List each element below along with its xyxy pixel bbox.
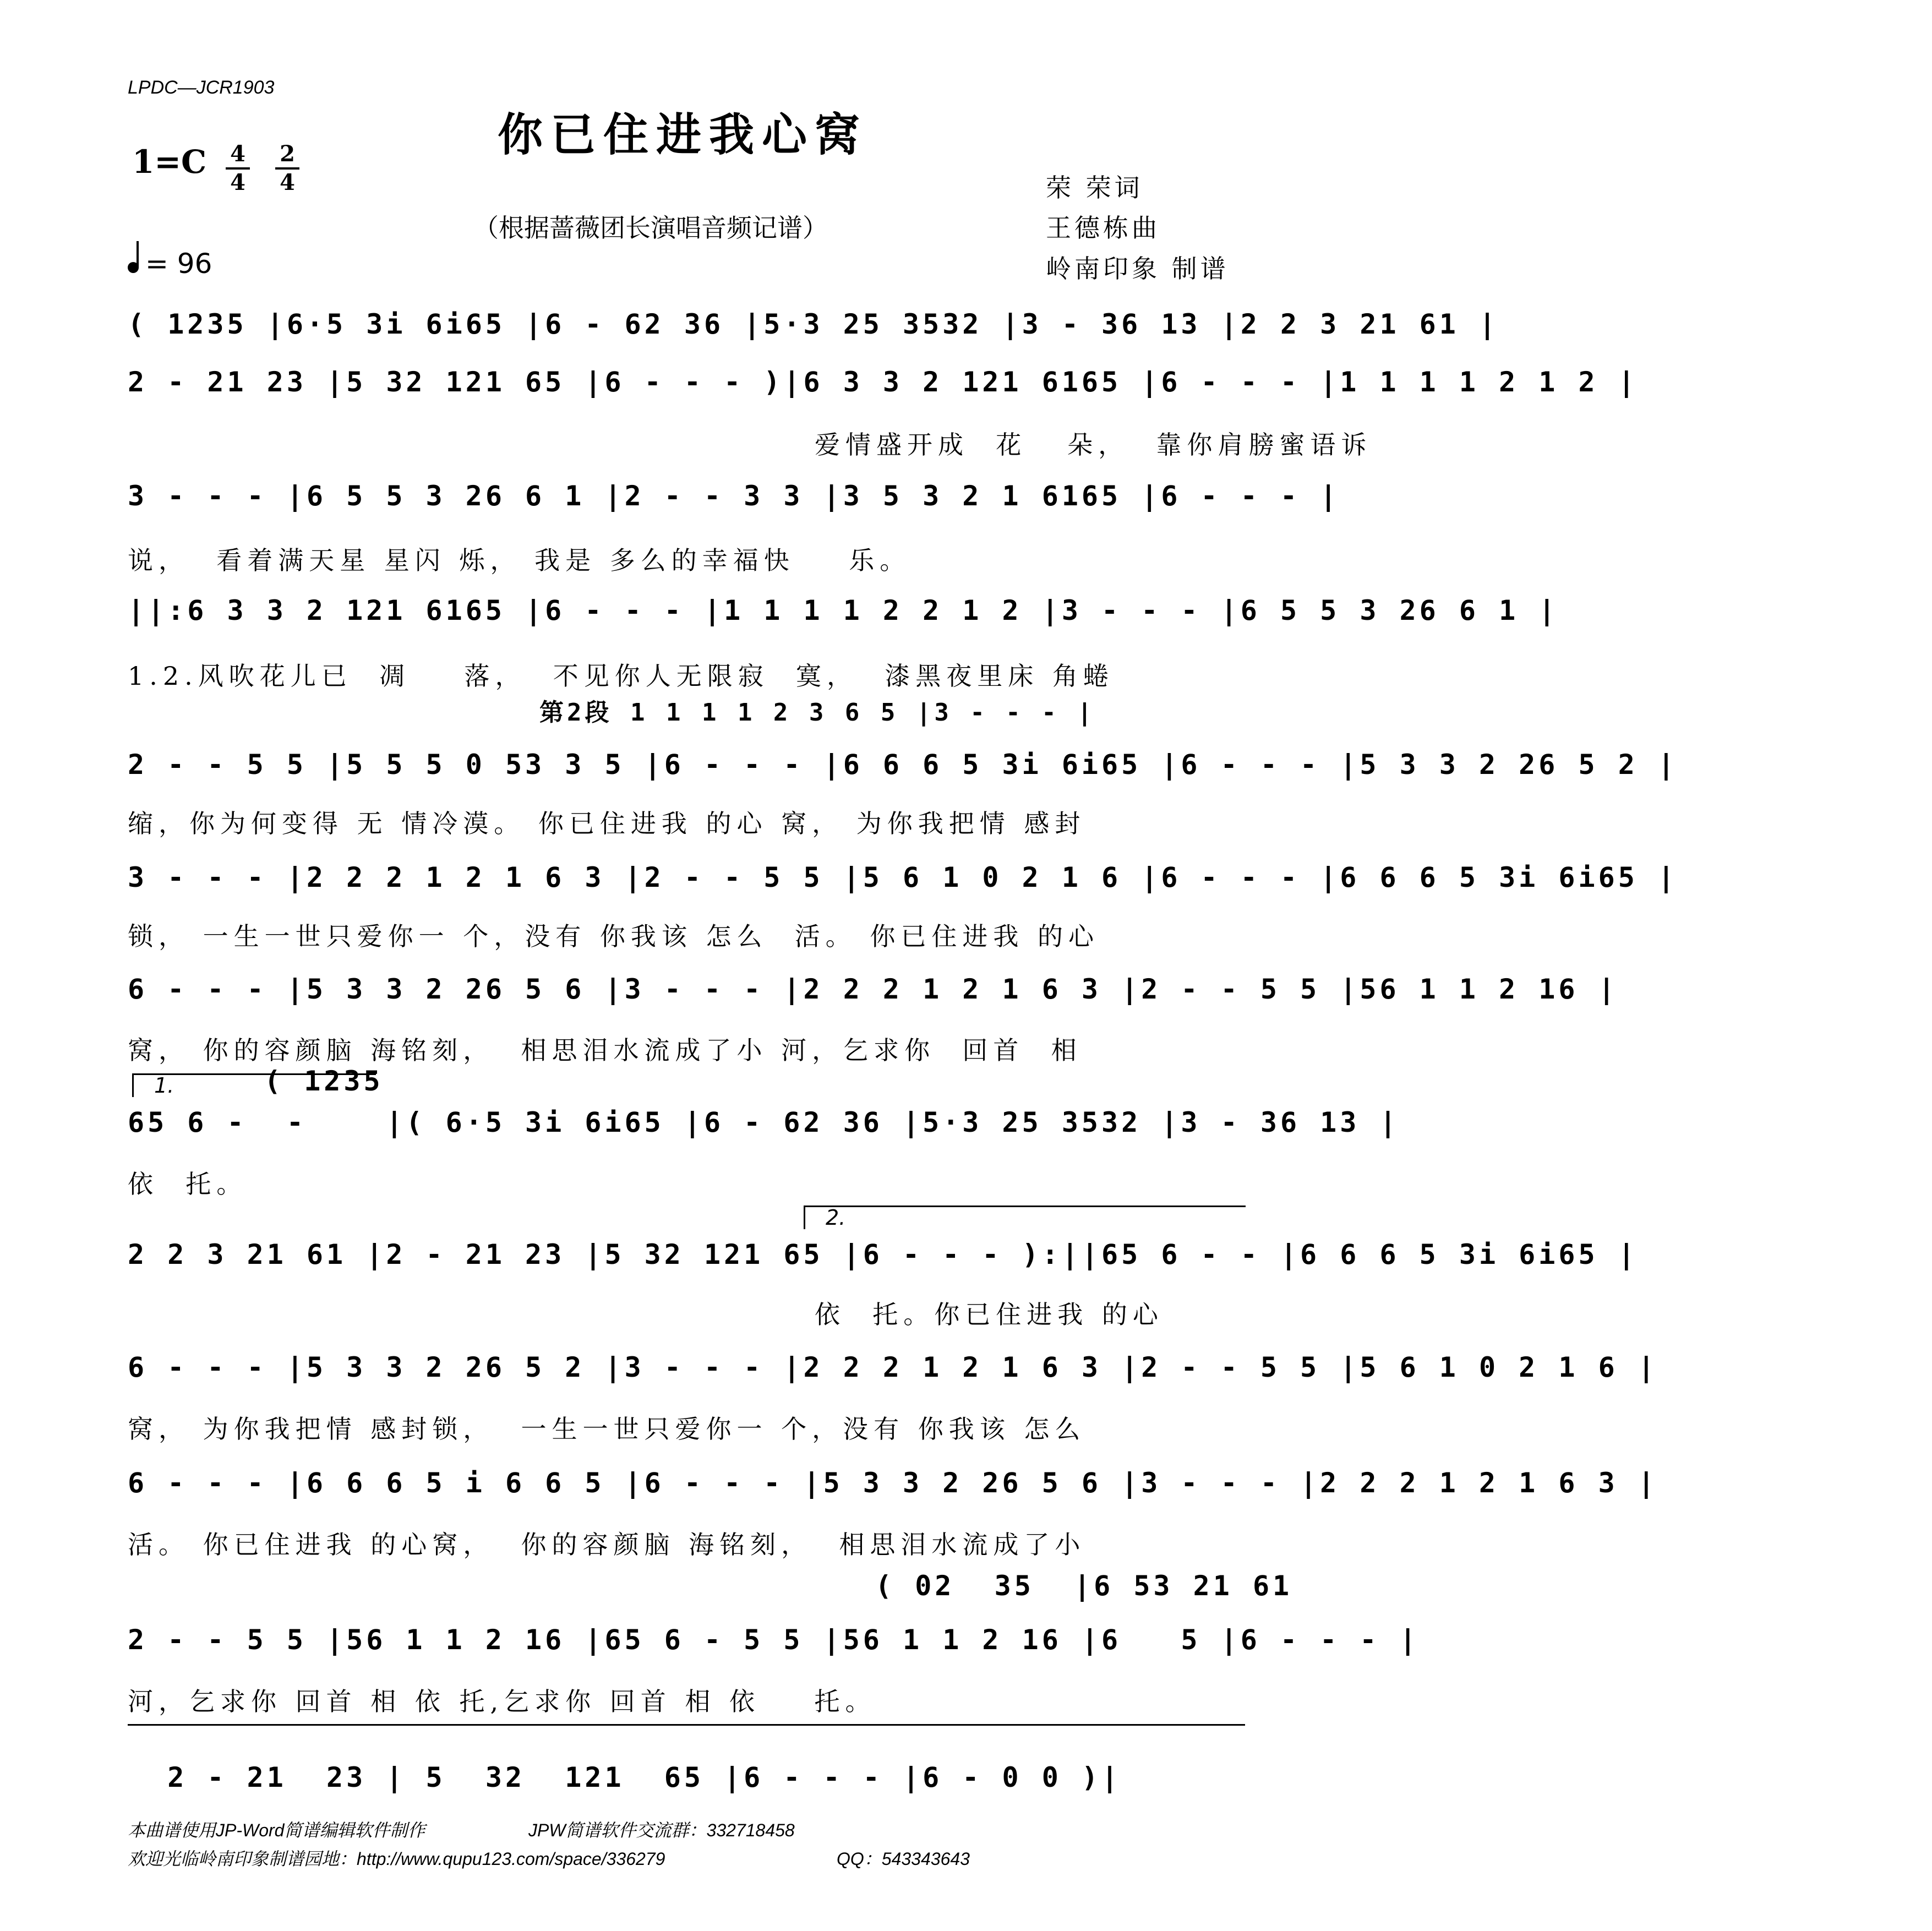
key-signature: 1=C: [132, 143, 207, 181]
footer-software: 本曲谱使用JP-Word简谱编辑软件制作: [128, 1820, 425, 1840]
score-line-4: ||:6 3 3 2 121 6165 |6 - - - |1 1 1 1 2 2 1 2 |3 - - - |6 5 5 3 26 6 1 |: [128, 594, 1559, 626]
arranger-credit: 岭南印象 制谱: [1046, 254, 1229, 283]
page-title: 你已住进我心窝: [497, 108, 867, 161]
verse2-notes: 1 1 1 1 2 3 6 5 |3 - - - |: [630, 699, 1095, 727]
score-line-10: 6 - - - |5 3 3 2 26 5 2 |3 - - - |2 2 2 1 2 1 6 3 |2 - - 5 5 |5 6 1 0 2 1 6 |: [128, 1351, 1658, 1383]
lyric-line-3: 说， 看着满天星 星闪 烁， 我是 多么的幸福快 乐。: [128, 546, 911, 575]
lyric-line-5: 缩，你为何变得 无 情冷漠。 你已住进我 的心 窝， 为你我把情 感封: [128, 809, 1086, 838]
lyric-line-2: 爱情盛开成 花 朵， 靠你肩膀蜜语诉: [815, 430, 1372, 460]
lyric-line-8: 依 托。: [128, 1169, 248, 1199]
volta-label-2: 2.: [826, 1205, 846, 1230]
footer-group: JPW简谱软件交流群：332718458: [528, 1820, 795, 1840]
lyric-line-10: 窝， 为你我把情 感封锁， 一生一世只爱你一 个，没有 你我该 怎么: [128, 1414, 1086, 1444]
time-top: 2: [280, 141, 295, 167]
lyric-line-9: 依 托。你已住进我 的心: [815, 1300, 1164, 1329]
lyric-line-4: 1.2.风吹花儿已 凋 落， 不见你人无限寂 寞， 漆黑夜里床 角蜷: [128, 661, 1114, 691]
volta-label-1: 1.: [154, 1073, 174, 1098]
score-code: LPDC—JCR1903: [128, 77, 275, 98]
verse2-label: 第2段: [539, 699, 613, 727]
score-line-13: 2 - 21 23 | 5 32 121 65 |6 - - - |6 - 0 0 )|: [128, 1761, 1122, 1793]
composer-credit: 王德栋曲: [1046, 213, 1160, 243]
time-bottom: 4: [230, 170, 245, 195]
score-line-8: 65 6 - - |( 6·5 3i 6i65 |6 - 62 36 |5·3 25 3532 |3 - 36 13 |: [128, 1106, 1400, 1138]
time-signature-2-4: [275, 142, 299, 195]
final-system-line: [128, 1724, 1245, 1726]
score-line-12: 2 - - 5 5 |56 1 1 2 16 |65 6 - 5 5 |56 1 1 2 16 |6 5 |6 - - - |: [128, 1624, 1420, 1656]
lyric-line-6: 锁， 一生一世只爱你一 个，没有 你我该 怎么 活。 你已住进我 的心: [128, 921, 1099, 951]
score-line-3: 3 - - - |6 5 5 3 26 6 1 |2 - - 3 3 |3 5 3 2 1 6165 |6 - - - |: [128, 480, 1340, 512]
tempo-marking: [128, 248, 212, 280]
score-line-6: 3 - - - |2 2 2 1 2 1 6 3 |2 - - 5 5 |5 6 1 0 2 1 6 |6 - - - |6 6 6 5 3i 6i65 |: [128, 861, 1678, 893]
footer-qq: QQ：543343643: [837, 1849, 970, 1869]
lyric-line-12: 河，乞求你 回首 相 依 托,乞求你 回首 相 依 托。: [128, 1687, 876, 1716]
tempo-value: = 96: [145, 248, 212, 280]
score-line-1: ( 1235 |6·5 3i 6i65 |6 - 62 36 |5·3 25 3532 |3 - 36 13 |2 2 3 21 61 |: [128, 308, 1499, 340]
time-signature-4-4: [226, 142, 250, 195]
quarter-note-icon: [128, 262, 139, 273]
lyricist-credit: 荣 荣词: [1046, 173, 1143, 203]
score-line-7: 6 - - - |5 3 3 2 26 5 6 |3 - - - |2 2 2 1 2 1 6 3 |2 - - 5 5 |56 1 1 2 16 |: [128, 973, 1618, 1005]
score-line-2: 2 - 21 23 |5 32 121 65 |6 - - - )|6 3 3 2 121 6165 |6 - - - |1 1 1 1 2 1 2 |: [128, 366, 1638, 398]
coda-intro-notes: ( 02 35 |6 53 21 61: [875, 1570, 1293, 1602]
score-line-11: 6 - - - |6 6 6 5 i 6 6 5 |6 - - - |5 3 3 2 26 5 6 |3 - - - |2 2 2 1 2 1 6 3 |: [128, 1467, 1658, 1499]
lyric-line-11: 活。 你已住进我 的心窝， 你的容颜脑 海铭刻， 相思泪水流成了小: [128, 1530, 1086, 1559]
volta-bracket-2: [804, 1205, 1246, 1229]
intro-repeat-notes: ( 1235: [264, 1065, 384, 1097]
source-note: （根据蔷薇团长演唱音频记谱）: [473, 213, 828, 243]
score-line-5: 2 - - 5 5 |5 5 5 0 53 3 5 |6 - - - |6 6 6 5 3i 6i65 |6 - - - |5 3 3 2 26 5 2 |: [128, 749, 1678, 781]
verse2-alternate: [539, 692, 1095, 728]
time-top: 4: [230, 141, 245, 167]
footer-welcome: 欢迎光临岭南印象制谱园地：http://www.qupu123.com/space/336279: [128, 1849, 665, 1869]
score-line-9: 2 2 3 21 61 |2 - 21 23 |5 32 121 65 |6 - - - ):||65 6 - - |6 6 6 5 3i 6i65 |: [128, 1239, 1638, 1270]
time-bottom: 4: [280, 170, 295, 195]
lyric-line-7: 窝， 你的容颜脑 海铭刻， 相思泪水流成了小 河，乞求你 回首 相: [128, 1035, 1082, 1065]
